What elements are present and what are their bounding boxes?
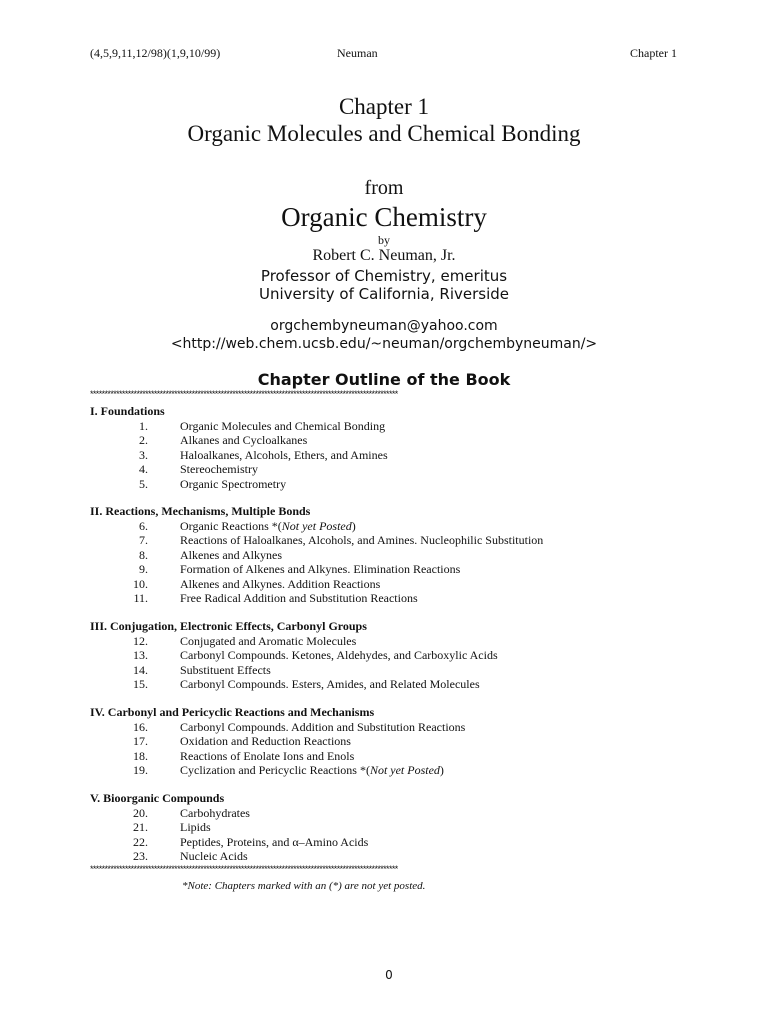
chapter-title-label [180, 720, 465, 735]
closing-paren: ) [351, 518, 356, 533]
chapter-number-label: 8. [139, 547, 148, 562]
chapter-number-label: 7. [139, 533, 148, 547]
chapter-number-label: 1. [139, 418, 148, 433]
chapter-title-text: Substituent Effects [180, 662, 271, 677]
chapter-title-label [180, 419, 385, 434]
chapter-title-text: Cyclization and Pericyclic Reactions *( [180, 763, 370, 777]
chapter-title-label [180, 849, 248, 864]
header-author: Neuman [337, 46, 378, 60]
not-posted-note: Not yet Posted [281, 518, 352, 533]
chapter-title-label [180, 663, 271, 678]
from-label: from [364, 177, 404, 199]
author-name: Robert C. Neuman, Jr. [312, 247, 456, 264]
chapter-number-label: 14. [133, 662, 148, 677]
chapter-title-label [180, 433, 307, 448]
outline-title: Chapter Outline of the Book [257, 370, 511, 389]
chapter-title-text: Oxidation and Reduction Reactions [180, 734, 351, 748]
section-heading: I. Foundations [90, 404, 165, 418]
chapter-title-text: Organic Spectrometry [180, 476, 287, 491]
section-heading: II. Reactions, Mechanisms, Multiple Bonds [90, 504, 311, 518]
chapter-title-label [180, 734, 351, 749]
chapter-title-text: Stereochemistry [180, 462, 258, 476]
author-university: University of California, Riverside [258, 285, 510, 303]
chapter-title-text: Carbonyl Compounds. Addition and Substitution Reactions [180, 719, 466, 734]
section-heading: IV. Carbonyl and Pericyclic Reactions and Mechanisms [90, 705, 375, 719]
chapter-number-label: 12. [133, 633, 148, 648]
chapter-title-label [180, 835, 368, 850]
chapter-title-label [180, 634, 356, 649]
chapter-title-label [180, 519, 356, 534]
chapter-title-text: Alkanes and Cycloalkanes [180, 433, 308, 447]
chapter-number-label: 16. [133, 719, 148, 734]
page-number: 0 [385, 968, 393, 982]
chapter-title-text: Nucleic Acids [180, 849, 248, 863]
closing-paren: ) [439, 763, 444, 777]
chapter-title-text: Carbohydrates [180, 805, 250, 820]
section-heading: V. Bioorganic Compounds [90, 791, 225, 805]
chapter-title-label [180, 477, 286, 492]
chapter-title-text: Reactions of Enolate Ions and Enols [180, 748, 355, 763]
chapter-number-label: 4. [139, 462, 148, 476]
chapter-title-text: Conjugated and Aromatic Molecules [180, 633, 357, 648]
chapter-title-label [180, 591, 418, 606]
chapter-title-text: Lipids [180, 820, 211, 834]
chapter-number-label: 23. [133, 849, 148, 863]
separator-top: ********************************************************************************************************** [90, 389, 398, 399]
chapter-title-label [180, 763, 444, 778]
chapter-number-label: 5. [139, 476, 148, 491]
chapter-title-label [180, 677, 480, 692]
chapter-number-label: 3. [139, 447, 148, 462]
chapter-title-label [180, 749, 354, 764]
chapter-title-label [180, 448, 388, 463]
chapter-number-label: 6. [139, 518, 148, 533]
chapter-number-label: 11. [133, 591, 148, 605]
chapter-number: Chapter 1 [338, 94, 430, 119]
chapter-title-label [180, 820, 211, 835]
chapter-title-text: Reactions of Haloalkanes, Alcohols, and Amines. Nucleophilic Substitution [180, 533, 544, 547]
header-chapter: Chapter 1 [630, 46, 677, 60]
chapter-title-text: Carbonyl Compounds. Esters, Amides, and Related Molecules [180, 677, 480, 691]
chapter-number-label: 22. [133, 834, 148, 849]
author-url[interactable]: <http://web.chem.ucsb.edu/~neuman/orgchembyneuman/> [170, 336, 598, 352]
outline-note: *Note: Chapters marked with an (*) are not yet posted. [182, 880, 426, 892]
chapter-number-label: 13. [133, 648, 148, 662]
chapter-number-label: 20. [133, 805, 148, 820]
chapter-number-label: 2. [139, 433, 148, 447]
chapter-title-label [180, 648, 498, 663]
chapter-number-label: 21. [133, 820, 148, 834]
chapter-title-text: Organic Reactions *( [180, 518, 282, 533]
chapter-title-text: Peptides, Proteins, and α–Amino Acids [180, 834, 369, 849]
chapter-title-label [180, 462, 258, 477]
chapter-number-label: 18. [133, 748, 148, 763]
chapter-title-text: Organic Molecules and Chemical Bonding [180, 418, 386, 433]
author-email[interactable]: orgchembyneuman@yahoo.com [270, 318, 498, 334]
chapter-title-label [180, 577, 380, 592]
section-heading: III. Conjugation, Electronic Effects, Carbonyl Groups [90, 619, 367, 633]
chapter-number-label: 19. [133, 763, 148, 777]
by-label: by [378, 233, 390, 247]
chapter-title-label [180, 548, 282, 563]
chapter-number-label: 10. [133, 576, 148, 591]
chapter-title-label [180, 562, 460, 577]
not-posted-note: Not yet Posted [369, 763, 440, 777]
chapter-number-label: 9. [139, 562, 148, 576]
chapter-title: Organic Molecules and Chemical Bonding [187, 121, 581, 146]
chapter-title-text: Free Radical Addition and Substitution Reactions [180, 591, 418, 605]
chapter-number-label: 15. [133, 677, 148, 691]
header-dates: (4,5,9,11,12/98)(1,9,10/99) [90, 46, 221, 60]
separator-bottom: ********************************************************************************************************** [90, 864, 398, 874]
chapter-title-text: Haloalkanes, Alcohols, Ethers, and Amines [180, 447, 388, 462]
author-position: Professor of Chemistry, emeritus [260, 267, 508, 285]
chapter-title-label [180, 533, 543, 548]
chapter-title-text: Formation of Alkenes and Alkynes. Elimination Reactions [180, 562, 461, 576]
book-title: Organic Chemistry [281, 202, 487, 232]
chapter-number-label: 17. [133, 734, 148, 748]
chapter-title-label [180, 806, 250, 821]
chapter-title-text: Carbonyl Compounds. Ketones, Aldehydes, and Carboxylic Acids [180, 648, 498, 662]
chapter-title-text: Alkenes and Alkynes [180, 547, 282, 562]
chapter-title-text: Alkenes and Alkynes. Addition Reactions [180, 576, 381, 591]
